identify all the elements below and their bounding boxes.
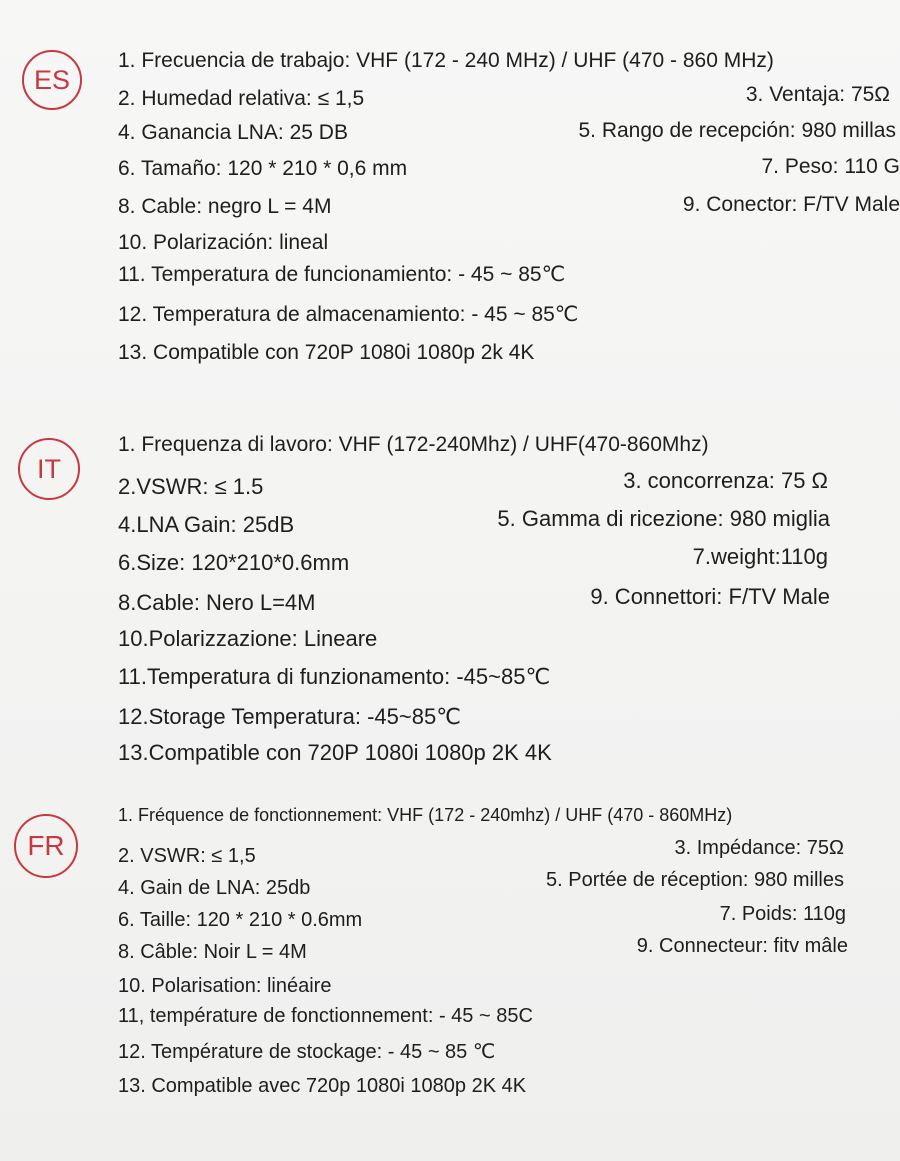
spec-line-11: 11. Temperatura de funcionamiento: - 45 ~ 85℃ [118, 263, 566, 286]
badge-label: IT [37, 453, 61, 484]
spec-line-4: 4. Ganancia LNA: 25 DB [118, 121, 348, 144]
spec-line-2: 2. Humedad relativa: ≤ 1,5 [118, 87, 365, 110]
spec-line-7: 7. Poids: 110g [719, 903, 846, 925]
spec-line-11: 11.Temperatura di funzionamento: -45~85℃ [118, 664, 551, 689]
spec-line-10: 10. Polarización: lineal [118, 231, 329, 254]
spec-line-3: 3. Ventaja: 75Ω [745, 83, 890, 106]
spec-line-12: 12. Temperatura de almacenamiento: - 45 ~ 85℃ [118, 303, 579, 326]
spec-line-2: 2. VSWR: ≤ 1,5 [118, 845, 256, 867]
spec-line-1: 1. Fréquence de fonctionnement: VHF (172 - 240mhz) / UHF (470 - 860MHz) [118, 805, 733, 825]
spec-line-13: 13. Compatible con 720P 1080i 1080p 2k 4K [118, 341, 535, 364]
spec-line-3: 3. Impédance: 75Ω [674, 837, 844, 859]
spec-line-5: 5. Rango de recepción: 980 millas [578, 119, 896, 142]
spec-line-8: 8. Câble: Noir L = 4M [118, 941, 307, 963]
spec-line-8: 8.Cable: Nero L=4M [118, 590, 316, 615]
spec-line-13: 13.Compatible con 720P 1080i 1080p 2K 4K [118, 740, 552, 765]
spec-line-11: 11, température de fonctionnement: - 45 ~ 85C [118, 1005, 533, 1027]
language-badge-fr [14, 814, 78, 878]
spec-line-1: 1. Frecuencia de trabajo: VHF (172 - 240 MHz) / UHF (470 - 860 MHz) [118, 49, 774, 72]
spec-line-4: 4. Gain de LNA: 25db [118, 877, 311, 899]
spec-line-6: 6. Taille: 120 * 210 * 0.6mm [118, 909, 363, 931]
spec-line-4: 4.LNA Gain: 25dB [118, 512, 295, 537]
spec-line-3: 3. concorrenza: 75 Ω [623, 468, 828, 493]
spec-line-6: 6. Tamaño: 120 * 210 * 0,6 mm [118, 157, 408, 180]
spec-line-9: 9. Conector: F/TV Male [682, 193, 900, 216]
spec-line-7: 7.weight:110g [692, 544, 828, 569]
spec-line-10: 10. Polarisation: linéaire [118, 975, 332, 997]
spec-line-9: 9. Connettori: F/TV Male [590, 584, 830, 609]
spec-line-12: 12. Température de stockage: - 45 ~ 85 ℃ [118, 1041, 496, 1063]
spec-line-5: 5. Portée de réception: 980 milles [546, 869, 844, 891]
spec-line-1: 1. Frequenza di lavoro: VHF (172-240Mhz) / UHF(470-860Mhz) [118, 433, 709, 456]
badge-label: ES [33, 64, 71, 95]
spec-line-10: 10.Polarizzazione: Lineare [118, 626, 378, 651]
badge-label: FR [27, 830, 65, 861]
spec-line-8: 8. Cable: negro L = 4M [118, 195, 332, 218]
spec-line-5: 5. Gamma di ricezione: 980 miglia [497, 506, 830, 531]
spec-line-6: 6.Size: 120*210*0.6mm [118, 550, 350, 575]
spec-line-7: 7. Peso: 110 G [761, 155, 900, 178]
spec-line-12: 12.Storage Temperatura: -45~85℃ [118, 704, 461, 729]
spec-line-2: 2.VSWR: ≤ 1.5 [118, 474, 264, 499]
spec-line-13: 13. Compatible avec 720p 1080i 1080p 2K 4K [118, 1075, 527, 1097]
spec-line-9: 9. Connecteur: fitv mâle [636, 935, 848, 957]
